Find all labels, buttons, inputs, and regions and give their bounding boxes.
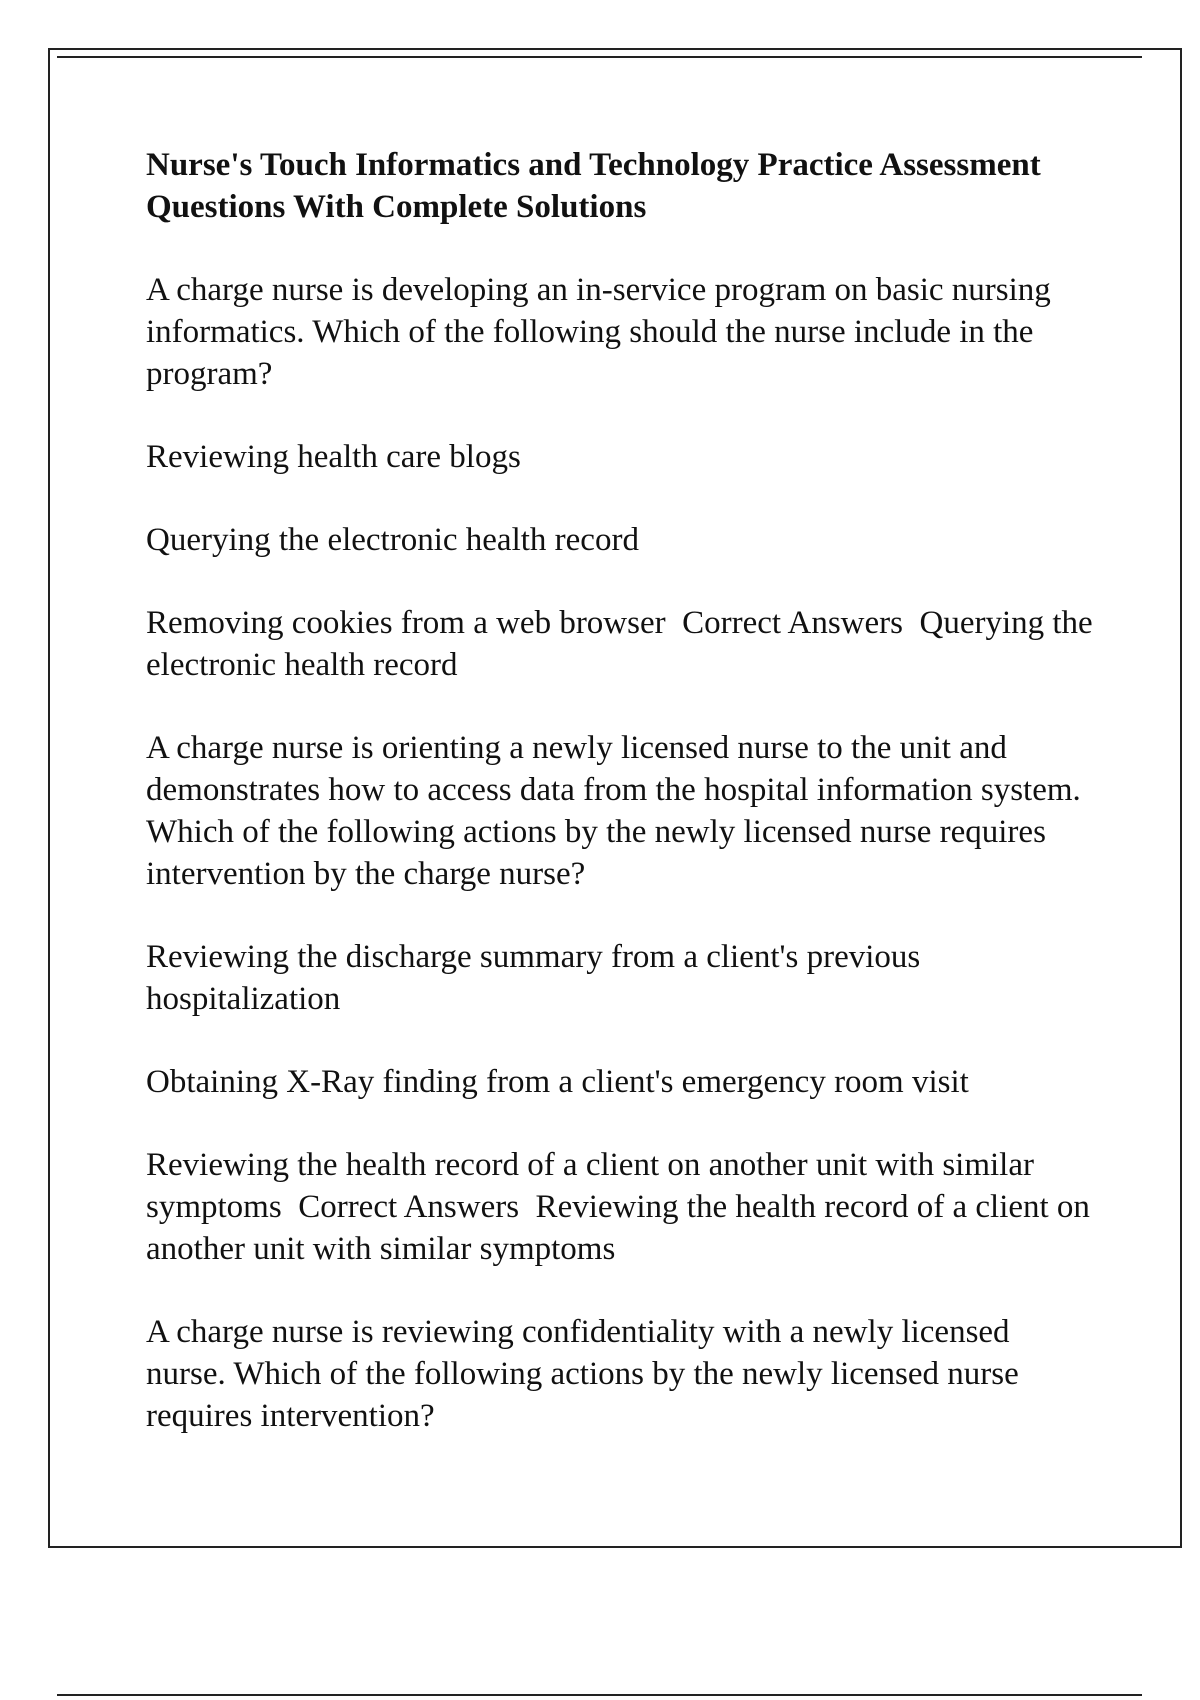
bottom-rule xyxy=(57,1694,1142,1696)
question-2-option-1: Reviewing the discharge summary from a client's previous hospitalization xyxy=(146,939,929,1017)
question-1-option-3-with-answer: Removing cookies from a web browser Correct Answers Querying the electronic health record xyxy=(146,605,1101,683)
question-2-option-3-with-answer: Reviewing the health record of a client on another unit with similar symptoms Correct Answers Reviewing the health record of a client on another unit with similar symptoms xyxy=(146,1147,1099,1267)
question-1-option-1: Reviewing health care blogs xyxy=(146,439,521,475)
question-2-stem: A charge nurse is orienting a newly licensed nurse to the unit and demonstrates how to access data from the hospital information system. Which of the following actions by the newly licensed nurse requires intervention by the charge nurse? xyxy=(146,730,1089,892)
document-content xyxy=(146,144,1101,1478)
question-3-stem: A charge nurse is reviewing confidentiality with a newly licensed nurse. Which of the following actions by the newly licensed nurse requires intervention? xyxy=(146,1314,1028,1434)
question-1-option-2: Querying the electronic health record xyxy=(146,522,639,558)
document-title: Nurse's Touch Informatics and Technology Practice Assessment Questions With Complete Solutions xyxy=(146,147,1041,225)
question-1-stem: A charge nurse is developing an in-service program on basic nursing informatics. Which of the following should the nurse include in the program? xyxy=(146,272,1060,392)
question-2-option-2: Obtaining X-Ray finding from a client's emergency room visit xyxy=(146,1064,969,1100)
